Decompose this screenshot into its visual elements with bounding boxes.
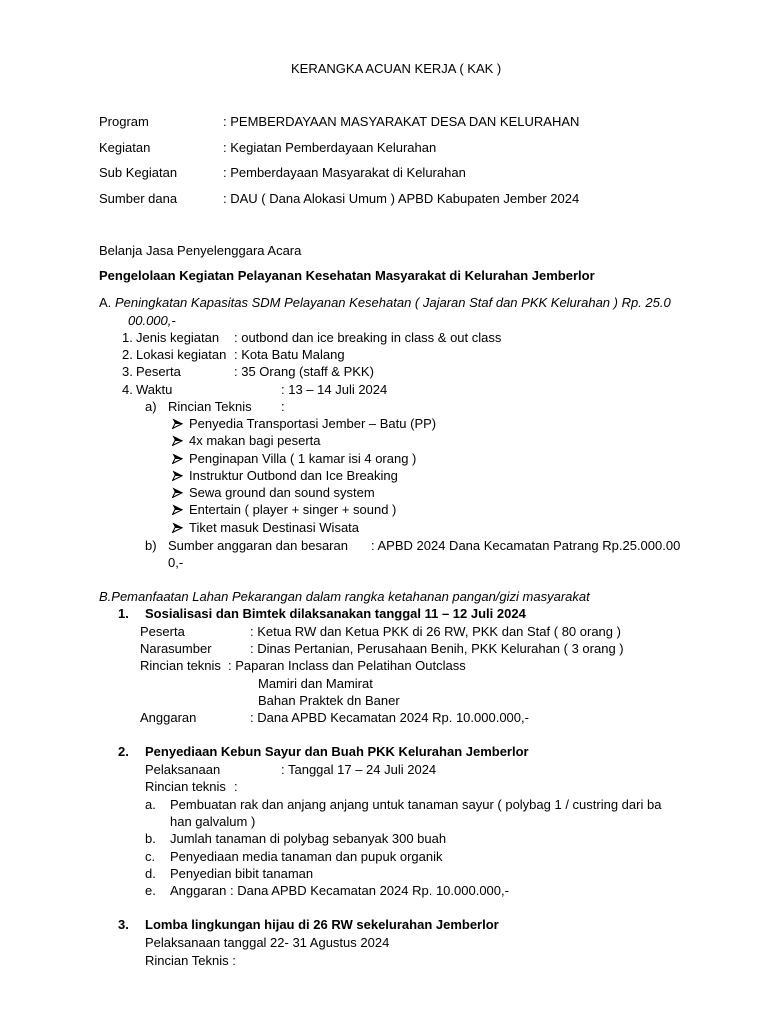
budget-value: : Dana APBD Kecamatan 2024 Rp. 10.000.000,-	[250, 710, 529, 725]
schedule-text: Pelaksanaan tanggal 22- 31 Agustus 2024	[145, 935, 390, 950]
info-label: Sub Kegiatan	[99, 165, 178, 180]
document-title: KERANGKA ACUAN KERJA ( KAK )	[291, 61, 502, 76]
technical-label: Rincian Teknis :	[145, 953, 236, 968]
list-number: 2.	[122, 347, 133, 362]
detail-value: : outbond dan ice breaking in class & out class	[234, 330, 502, 345]
list-text: Penyedian bibit tanaman	[170, 866, 314, 881]
list-text: Jumlah tanaman di polybag sebanyak 300 buah	[170, 831, 447, 846]
activity-title: Lomba lingkungan hijau di 26 RW sekelurahan Jemberlor	[145, 917, 499, 932]
list-marker: c.	[145, 849, 156, 864]
technical-label: Rincian teknis	[145, 779, 226, 794]
detail-value: : 13 – 14 Juli 2024	[281, 382, 388, 397]
info-label: Kegiatan	[99, 140, 151, 155]
bullet-text: Penginapan Villa ( 1 kamar isi 4 orang )	[189, 451, 417, 466]
info-label: Program	[99, 114, 149, 129]
activity-title: Penyediaan Kebun Sayur dan Buah PKK Kelurahan Jemberlor	[145, 744, 529, 759]
schedule-value: : Tanggal 17 – 24 Juli 2024	[281, 762, 437, 777]
info-value: : DAU ( Dana Alokasi Umum ) APBD Kabupaten Jember 2024	[223, 191, 580, 206]
arrowhead-bullet-icon	[172, 453, 183, 464]
activity-number: 2.	[118, 744, 129, 759]
bullet-text: Entertain ( player + singer + sound )	[189, 502, 397, 517]
list-text-continuation: han galvalum )	[170, 814, 256, 829]
list-number: 3.	[122, 364, 133, 379]
list-marker: a.	[145, 797, 156, 812]
speakers-label: Narasumber	[140, 641, 212, 656]
section-a-marker: A.	[99, 295, 112, 310]
list-marker: d.	[145, 866, 156, 881]
detail-value: : Kota Batu Malang	[234, 347, 345, 362]
section-a-title: Peningkatan Kapasitas SDM Pelayanan Kesehatan ( Jajaran Staf dan PKK Kelurahan ) Rp. 25.0	[115, 295, 671, 310]
bullet-text: 4x makan bagi peserta	[189, 433, 321, 448]
funding-label: Sumber anggaran dan besaran	[168, 538, 348, 553]
technical-colon: :	[234, 779, 238, 794]
info-label: Sumber dana	[99, 191, 178, 206]
schedule-label: Pelaksanaan	[145, 762, 221, 777]
funding-value: : APBD 2024 Dana Kecamatan Patrang Rp.25.000.00	[371, 538, 681, 553]
list-number: 1.	[122, 330, 133, 345]
technical-value-line: Bahan Praktek dn Baner	[258, 693, 400, 708]
activity-number: 1.	[118, 606, 129, 621]
detail-value: : 35 Orang (staff & PKK)	[234, 364, 374, 379]
info-value: : Kegiatan Pemberdayaan Kelurahan	[223, 140, 437, 155]
list-marker: e.	[145, 883, 156, 898]
arrowhead-bullet-icon	[172, 435, 183, 446]
main-heading: Pengelolaan Kegiatan Pelayanan Kesehatan Masyarakat di Kelurahan Jemberlor	[99, 268, 595, 283]
arrowhead-bullet-icon	[172, 487, 183, 498]
list-text: Anggaran : Dana APBD Kecamatan 2024 Rp. 10.000.000,-	[170, 883, 509, 898]
detail-label: Peserta	[136, 364, 181, 379]
technical-label: Rincian Teknis	[168, 399, 252, 414]
list-text: Pembuatan rak dan anjang anjang untuk tanaman sayur ( polybag 1 / custring dari ba	[170, 797, 662, 812]
technical-colon: :	[281, 399, 285, 414]
budget-label: Anggaran	[140, 710, 197, 725]
technical-value: : Paparan Inclass dan Pelatihan Outclass	[228, 658, 466, 673]
section-a-title-continuation: 00.000,-	[128, 313, 176, 328]
list-marker: b.	[145, 831, 156, 846]
bullet-text: Sewa ground dan sound system	[189, 485, 375, 500]
participants-value: : Ketua RW dan Ketua PKK di 26 RW, PKK dan Staf ( 80 orang )	[250, 624, 621, 639]
arrowhead-bullet-icon	[172, 470, 183, 481]
arrowhead-bullet-icon	[172, 418, 183, 429]
detail-label: Jenis kegiatan	[136, 330, 220, 345]
info-value: : PEMBERDAYAAN MASYARAKAT DESA DAN KELURAHAN	[223, 114, 580, 129]
bullet-text: Instruktur Outbond dan Ice Breaking	[189, 468, 398, 483]
detail-label: Waktu	[136, 382, 173, 397]
participants-label: Peserta	[140, 624, 185, 639]
technical-label: Rincian teknis	[140, 658, 221, 673]
sub-marker: b)	[145, 538, 157, 553]
funding-value-continuation: 0,-	[168, 555, 184, 570]
bullet-text: Penyedia Transportasi Jember – Batu (PP)	[189, 416, 437, 431]
section-b-heading: B.Pemanfaatan Lahan Pekarangan dalam rangka ketahanan pangan/gizi masyarakat	[99, 589, 590, 604]
bullet-text: Tiket masuk Destinasi Wisata	[189, 520, 360, 535]
list-text: Penyediaan media tanaman dan pupuk organik	[170, 849, 443, 864]
sub-marker: a)	[145, 399, 157, 414]
budget-category: Belanja Jasa Penyelenggara Acara	[99, 243, 302, 258]
activity-title: Sosialisasi dan Bimtek dilaksanakan tanggal 11 – 12 Juli 2024	[145, 606, 526, 621]
list-number: 4.	[122, 382, 133, 397]
technical-value-line: Mamiri dan Mamirat	[258, 676, 373, 691]
info-value: : Pemberdayaan Masyarakat di Kelurahan	[223, 165, 466, 180]
arrowhead-bullet-icon	[172, 522, 183, 533]
speakers-value: : Dinas Pertanian, Perusahaan Benih, PKK Kelurahan ( 3 orang )	[250, 641, 624, 656]
arrowhead-bullet-icon	[172, 504, 183, 515]
activity-number: 3.	[118, 917, 129, 932]
detail-label: Lokasi kegiatan	[136, 347, 227, 362]
